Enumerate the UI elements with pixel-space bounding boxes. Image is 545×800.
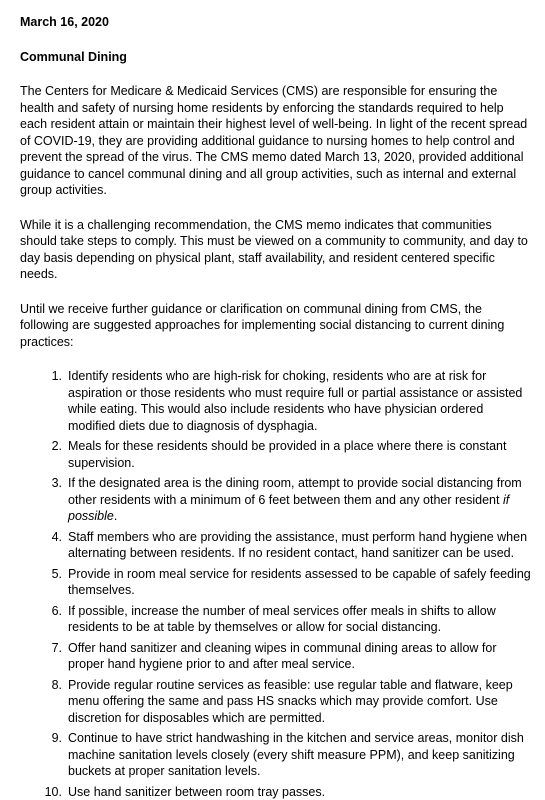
list-text-wrapper [68,475,531,525]
list-item [42,603,531,636]
list-text-emphasis: if possible [68,493,509,524]
list-number: 5. [42,566,68,599]
list-text: Identify residents who are high-risk for choking, residents who are at risk for aspiration or those residents who must require full or partial assistance or assisted while eating. This would also include residents who have physician ordered modified diets due to diagnosis of dysphagia. [68,368,531,434]
list-text: Continue to have strict handwashing in the kitchen and service areas, monitor dish machine sanitation levels closely (every shift measure PPM), and keep sanitizing buckets at proper sanitation levels. [68,730,531,780]
list-number: 2. [42,438,68,471]
list-item [42,368,531,434]
list-number: 3. [42,475,68,525]
section-heading: Communal Dining [20,49,531,66]
list-number: 9. [42,730,68,780]
list-text: Staff members who are providing the assistance, must perform hand hygiene when alternating between residents. If no resident contact, hand sanitizer can be used. [68,529,531,562]
list-text: Provide in room meal service for residents assessed to be capable of safely feeding themselves. [68,566,531,599]
list-item [42,475,531,525]
list-number: 10. [42,784,68,800]
list-text: Offer hand sanitizer and cleaning wipes in communal dining areas to allow for proper hand hygiene prior to and after meal service. [68,640,531,673]
list-text: Meals for these residents should be provided in a place where there is constant supervision. [68,438,531,471]
list-text-tail: . [114,509,117,523]
list-number: 1. [42,368,68,434]
list-item [42,529,531,562]
list-text: If the designated area is the dining room, attempt to provide social distancing from other residents with a minimum of 6 feet between them and any other resident [68,476,522,507]
list-item [42,640,531,673]
list-number: 6. [42,603,68,636]
list-number: 4. [42,529,68,562]
document-date: March 16, 2020 [20,14,531,31]
list-text: Use hand sanitizer between room tray passes. [68,784,531,800]
paragraph: Until we receive further guidance or clarification on communal dining from CMS, the following are suggested approaches for implementing social distancing to current dining practices: [20,301,531,351]
list-item [42,677,531,727]
list-item [42,438,531,471]
list-item [42,566,531,599]
paragraph: While it is a challenging recommendation, the CMS memo indicates that communities should take steps to comply. This must be viewed on a community to community, and day to day basis depending on physical plant, staff availability, and resident centered specific needs. [20,217,531,283]
list-text: If possible, increase the number of meal services offer meals in shifts to allow residents to be at table by themselves or allow for social distancing. [68,603,531,636]
list-number: 7. [42,640,68,673]
list-item [42,784,531,800]
list-text: Provide regular routine services as feasible: use regular table and flatware, keep menu offering the same and pass HS snacks which may provide comfort. Use discretion for disposables which are permitted. [68,677,531,727]
list-number: 8. [42,677,68,727]
list-item [42,730,531,780]
guidance-list [20,368,531,800]
paragraph: The Centers for Medicare & Medicaid Services (CMS) are responsible for ensuring the health and safety of nursing home residents by enforcing the standards required to help each resident attain or maintain their highest level of well-being. In light of the recent spread of COVID-19, they are providing additional guidance to nursing homes to help control and prevent the spread of the virus. The CMS memo dated March 13, 2020, provided additional guidance to cancel communal dining and all group activities, such as internal and external group activities. [20,83,531,199]
